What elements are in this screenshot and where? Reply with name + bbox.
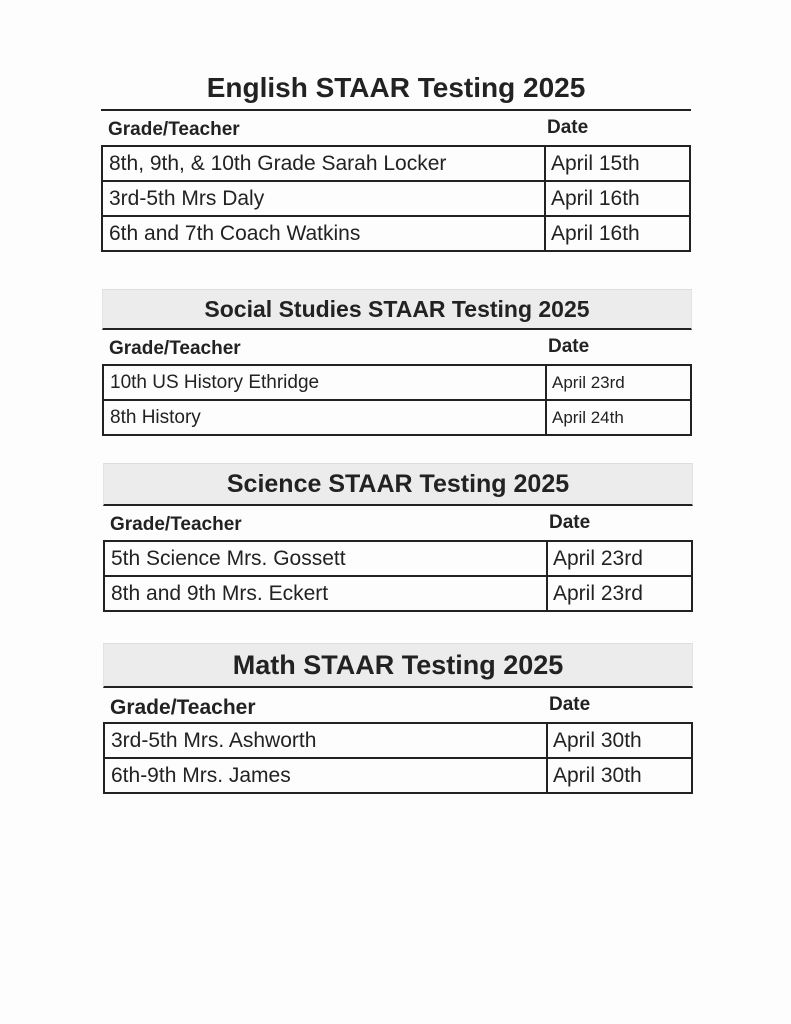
section-title: English STAAR Testing 2025 — [101, 66, 691, 111]
table-row — [104, 576, 692, 611]
table-row — [102, 146, 690, 181]
date-header: Date — [549, 694, 591, 715]
grade-teacher-header: Grade/Teacher — [109, 338, 241, 359]
date-cell: April 16th — [545, 216, 690, 251]
grade-teacher-cell: 8th History — [103, 400, 546, 435]
date-header: Date — [548, 336, 590, 357]
section-title: Math STAAR Testing 2025 — [103, 643, 693, 688]
table-row — [104, 541, 692, 576]
schedule-table — [102, 364, 692, 436]
grade-teacher-header: Grade/Teacher — [108, 119, 240, 140]
schedule-table — [103, 722, 693, 794]
grade-teacher-header: Grade/Teacher — [110, 514, 242, 535]
table-row — [104, 723, 692, 758]
section-title: Social Studies STAAR Testing 2025 — [102, 289, 692, 330]
section-title: Science STAAR Testing 2025 — [103, 463, 693, 506]
date-header: Date — [549, 512, 591, 533]
grade-teacher-header: Grade/Teacher — [110, 696, 256, 719]
social-studies-section — [102, 289, 692, 436]
date-cell: April 23rd — [547, 541, 692, 576]
column-headers — [101, 111, 691, 145]
table-row — [102, 181, 690, 216]
table-row — [103, 400, 691, 435]
science-section — [103, 463, 693, 612]
grade-teacher-cell: 5th Science Mrs. Gossett — [104, 541, 547, 576]
date-cell: April 16th — [545, 181, 690, 216]
date-cell: April 23rd — [546, 365, 691, 400]
date-header: Date — [547, 117, 589, 138]
grade-teacher-cell: 3rd-5th Mrs. Ashworth — [104, 723, 547, 758]
grade-teacher-cell: 8th, 9th, & 10th Grade Sarah Locker — [102, 146, 545, 181]
table-row — [102, 216, 690, 251]
grade-teacher-cell: 3rd-5th Mrs Daly — [102, 181, 545, 216]
column-headers — [103, 688, 693, 722]
grade-teacher-cell: 6th-9th Mrs. James — [104, 758, 547, 793]
date-cell: April 30th — [547, 723, 692, 758]
table-row — [103, 365, 691, 400]
column-headers — [103, 506, 693, 540]
english-section — [101, 66, 691, 252]
date-cell: April 24th — [546, 400, 691, 435]
grade-teacher-cell: 8th and 9th Mrs. Eckert — [104, 576, 547, 611]
date-cell: April 15th — [545, 146, 690, 181]
table-row — [104, 758, 692, 793]
grade-teacher-cell: 10th US History Ethridge — [103, 365, 546, 400]
date-cell: April 30th — [547, 758, 692, 793]
schedule-table — [103, 540, 693, 612]
schedule-table — [101, 145, 691, 252]
grade-teacher-cell: 6th and 7th Coach Watkins — [102, 216, 545, 251]
date-cell: April 23rd — [547, 576, 692, 611]
column-headers — [102, 330, 692, 364]
math-section — [103, 643, 693, 794]
